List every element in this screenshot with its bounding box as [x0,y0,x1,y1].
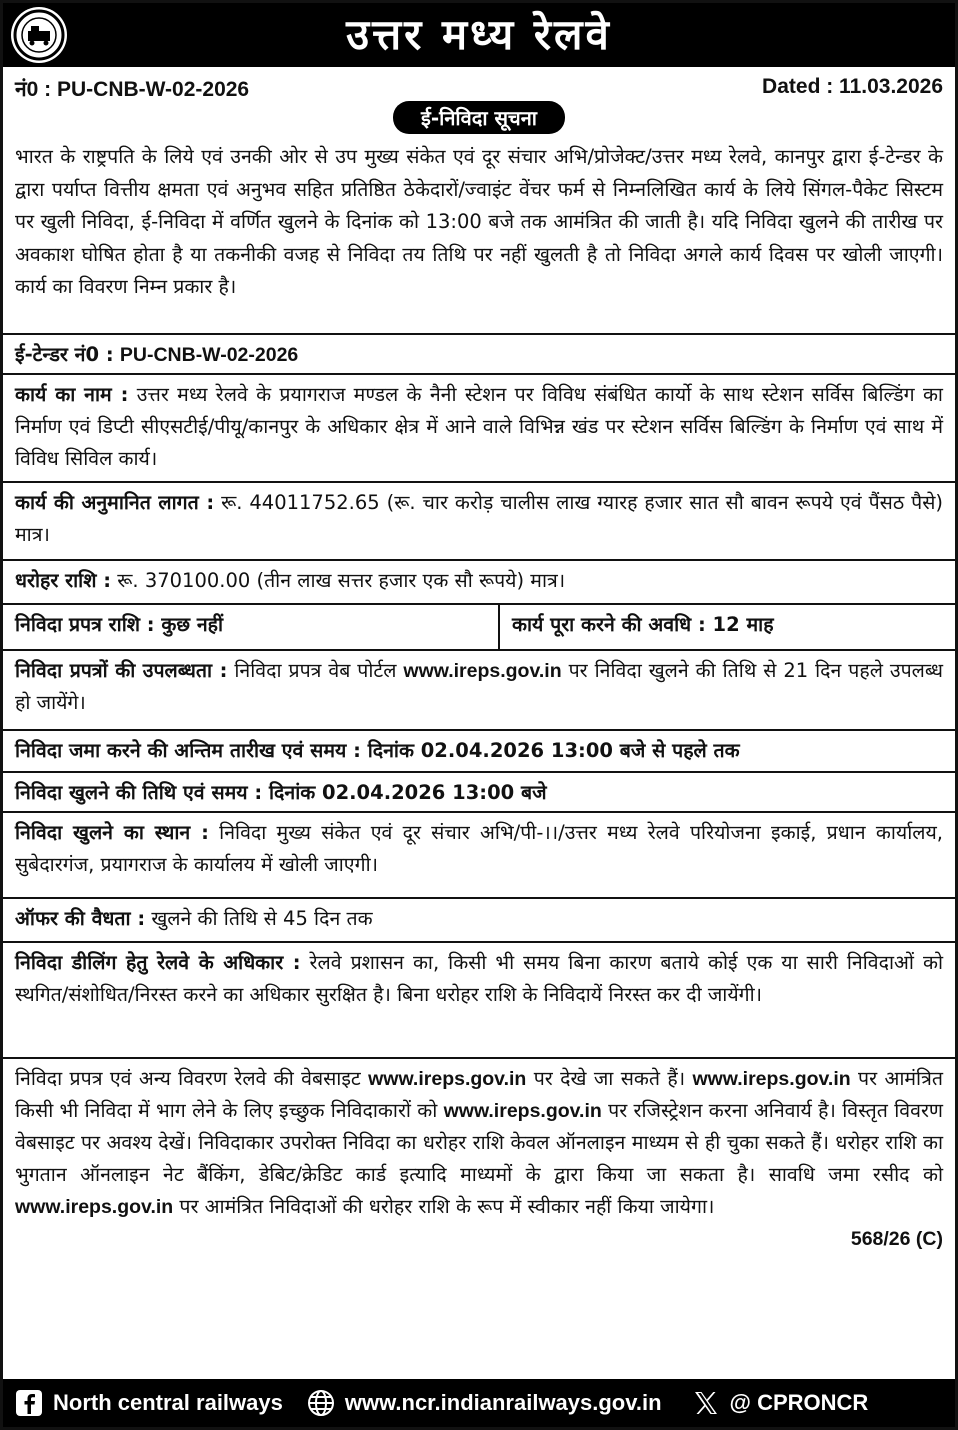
validity-row [3,897,955,941]
form-cost-cell [3,605,500,649]
work-name-label: कार्य का नाम : [15,383,129,406]
estimated-cost-value: रू. 44011752.65 (रू. चार करोड़ चालीस लाख ग्यारह हजार सात सौ बावन रूपये एवं पैंसठ पैसे) मात्र। [15,491,943,546]
notice-date: Dated : 11.03.2026 [762,75,943,98]
website-link[interactable] [305,1387,662,1419]
work-name-row [3,373,955,481]
closing-row [3,729,955,771]
final-website-link-3[interactable]: www.ireps.gov.in [443,1100,602,1122]
availability-label: निविदा प्रपत्रों की उपलब्धता : [15,659,228,682]
opening-place-value: निविदा मुख्य संकेत एवं दूर संचार अभि/पी-।।/उत्तर मध्य रेलवे परियोजना इकाई, प्रधान कार्यालय, सुबेदारगंज, प्रयागराज के कार्यालय में खोली जाएगी। [15,821,943,876]
website-label: www.ncr.indianrailways.gov.in [344,1390,662,1415]
notice-code: 568/26 (C) [850,1228,943,1250]
facebook-link[interactable] [13,1387,283,1419]
indian-railways-logo-icon [11,7,67,63]
emd-value: रू. 370100.00 (तीन लाख सत्तर हजार एक सौ रूपये) मात्र। [117,569,566,592]
tender-number-label: ई-टेन्डर नं0 : [15,343,114,366]
footer-bar [3,1379,955,1427]
emd-label: धरोहर राशि : [15,569,112,592]
form-cost-label: निविदा प्रपत्र राशि : कुछ नहीं [15,613,224,636]
reference-line [3,67,955,101]
facebook-icon [13,1387,45,1419]
completion-label: कार्य पूरा करने की अवधि : 12 माह [512,613,774,636]
final-website-link-4[interactable]: www.ireps.gov.in [15,1196,174,1218]
final-text-2: पर देखे जा सकते हैं। [533,1067,686,1090]
estimated-cost-row [3,481,955,559]
final-website-link-2[interactable]: www.ireps.gov.in [692,1068,851,1090]
x-handle: @ CPRONCR [729,1390,869,1415]
tender-number-row [3,333,955,373]
notice-title: ई-निविदा सूचना [393,101,565,134]
facebook-label: North central railways [53,1390,283,1415]
emd-row [3,559,955,603]
rights-label: निविदा डीलिंग हेतु रेलवे के अधिकार : [15,951,301,974]
opening-label: निविदा खुलने की तिथि एवं समय : दिनांक 02.04.2026 13:00 बजे [15,781,547,804]
final-text-5: पर आमंत्रित निविदाओं की धरोहर राशि के रूप में स्वीकार नहीं किया जायेगा। [179,1195,715,1218]
x-icon [690,1387,722,1419]
availability-row [3,649,955,729]
final-notes [3,1057,955,1319]
validity-value: खुलने की तिथि से 45 दिन तक [151,907,373,930]
header-banner [3,3,955,67]
x-link[interactable] [690,1387,869,1419]
globe-icon [305,1387,337,1419]
opening-place-row [3,811,955,897]
estimated-cost-label: कार्य की अनुमानित लागत : [15,491,215,514]
work-name-value: उत्तर मध्य रेलवे के प्रयागराज मण्डल के नैनी स्टेशन पर विविध संबंधित कार्यो के साथ स्टेशन सर्विस बिल्डिंग का निर्माण एवं डिप्टी सीएसटीई/पीयू/कानपुर के अधिकार क्षेत्र में आने वाले विभिन्न खंड पर स्टेशन सर्विस बिल्डिंग के निर्माण एवं साथ में विविध सिविल कार्य। [15,383,943,470]
intro-paragraph: भारत के राष्ट्रपति के लिये एवं उनकी ओर से उप मुख्य संकेत एवं दूर संचार अभि/प्रोजेक्ट/उत्तर मध्य रेलवे, कानपुर द्वारा ई-टेन्डर के द्वारा पर्याप्त वित्तीय क्षमता एवं अनुभव सहित प्रतिष्ठित ठेकेदारों/ज्वाइंट वेंचर फर्म से निम्नलिखित कार्य के लिये सिंगल-पैकेट सिस्टम पर खुली निविदा, ई-निविदा में वर्णित खुलने के दिनांक को 13:00 बजे तक आमंत्रित की जाती है। यदि निविदा खुलने की तारीख पर अवकाश घोषित होता है या तकनीकी वजह से निविदा तय तिथि पर नहीं खुलती है तो निविदा अगले कार्य दिवस पर खोली जाएगी। कार्य का विवरण निम्न प्रकार है। [15,145,943,298]
rights-row [3,941,955,1057]
opening-row [3,771,955,811]
opening-place-label: निविदा खुलने का स्थान : [15,821,209,844]
form-cost-completion-row [3,603,955,649]
availability-text-1: निविदा प्रपत्र वेब पोर्टल [234,659,397,682]
final-website-link-1[interactable]: www.ireps.gov.in [368,1068,527,1090]
final-text-1: निविदा प्रपत्र एवं अन्य विवरण रेलवे की वेबसाइट [15,1067,361,1090]
tender-number-value: PU-CNB-W-02-2026 [119,344,299,366]
notice-title-wrap [3,101,955,137]
validity-label: ऑफर की वैधता : [15,907,146,930]
closing-label: निविदा जमा करने की अन्तिम तारीख एवं समय : दिनांक 02.04.2026 13:00 बजे से पहले तक [15,739,740,762]
availability-website-link[interactable]: www.ireps.gov.in [403,660,562,682]
completion-cell [500,605,955,649]
reference-number: नं0 : PU-CNB-W-02-2026 [15,78,250,101]
final-text-3: पर आमंत्रित किसी भी निविदा में भाग लेने के लिए इच्छुक निविदाकारों को [15,1067,943,1122]
availability-text-2: पर निविदा खुलने की तिथि से 21 दिन पहले उपलब्ध हो जायेंगे। [15,659,943,714]
page-title: उत्तर मध्य रेलवे [346,10,612,59]
rights-value: रेलवे प्रशासन का, किसी भी समय बिना कारण बताये कोई एक या सारी निविदाओं को स्थगित/संशोधित/निरस्त करने का अधिकार सुरक्षित है। बिना धरोहर राशि के निविदायें निरस्त कर दी जायेंगी। [15,951,943,1006]
final-text-4: पर रजिस्ट्रेशन करना अनिवार्य है। विस्तृत विवरण वेबसाइट पर अवश्य देखें। निविदाकार उपरोक्त निविदा का धरोहर राशि केवल ऑनलाइन माध्यम से ही चुका सकते हैं। धरोहर राशि का भुगतान ऑनलाइन नेट बैंकिंग, डेबिट/क्रेडिट कार्ड इत्यादि माध्यमों के द्वारा किया जा सकता है। सावधि जमा रसीद को [15,1099,944,1186]
